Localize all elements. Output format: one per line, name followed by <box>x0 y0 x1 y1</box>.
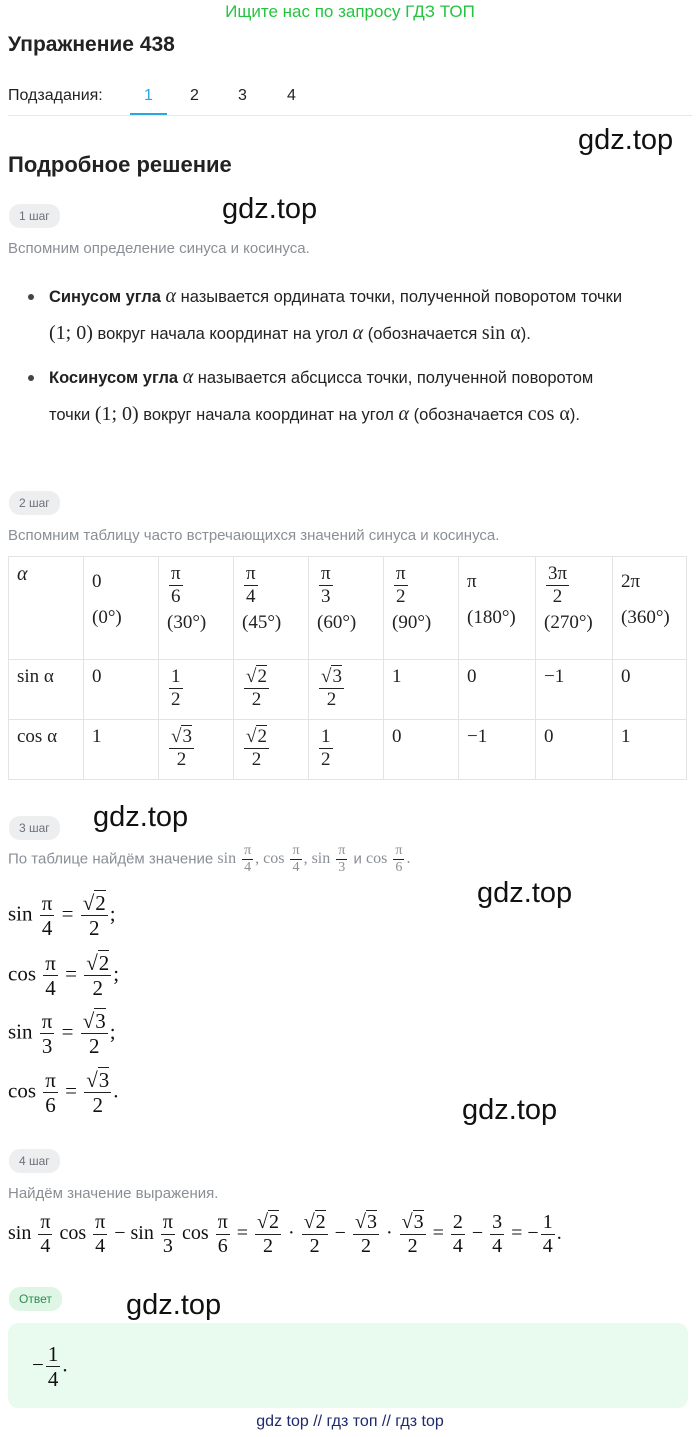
tab-subtask-4[interactable]: 4 <box>287 87 296 104</box>
cosine-definition: Косинусом угла α называется абсцисса точки, полученной поворотом точки (1; 0) вокруг начала координат на угол α (обозначается cos α). <box>49 366 594 425</box>
table-cell-angle: $\frac{3\pi}{2}$ (270°) <box>536 557 613 660</box>
table-cell-angle: 2π (360°) <box>613 557 687 660</box>
alpha-symbol: α <box>182 366 194 388</box>
answer-badge: Ответ <box>9 1287 62 1311</box>
step-3-intro: По таблице найдём значение sin $\frac{\pi}{4}$ , cos $\frac{\pi}{4}$ , sin $\frac{\pi}{3}$ и cos $\frac{\pi}{6}$ . <box>8 843 411 876</box>
divider <box>8 115 692 116</box>
watermark: gdz.top <box>477 877 573 909</box>
table-cell-cos: 1 <box>84 720 159 780</box>
equation-sin-pi-4: sin $\frac{\pi}{4}$ = $\frac{√2}{2}$ ; <box>8 891 116 941</box>
cosine-def-point-word: точки <box>49 406 91 424</box>
final-expression: sin $\frac{\pi}{4}$ cos $\frac{\pi}{4}$ − sin $\frac{\pi}{3}$ cos $\frac{\pi}{6}$ = $\frac{√2}{2}$ · $\frac{√2}{2}$ − $\frac{√3}{2}$ · $\frac{√3}{2}$ = $\frac{2}{4}$ − $\frac{3}{4}$ = − $\frac{1}{4}$ . <box>8 1211 562 1257</box>
cosine-def-text: называется абсцисса точки, полученной поворотом <box>197 369 594 387</box>
table-cell-cos: $\frac{√2}{2}$ <box>234 720 309 780</box>
alpha-symbol: α <box>165 285 177 307</box>
table-cell-cos: 0 <box>384 720 459 780</box>
table-cell-sin: 0 <box>613 660 687 720</box>
table-label-sin: sin α <box>9 660 84 720</box>
table-cell-angle: $\frac{\pi}{3}$ (60°) <box>309 557 384 660</box>
step-badge-3: 3 шаг <box>9 816 60 840</box>
table-cell-cos: $\frac{1}{2}$ <box>309 720 384 780</box>
equation-sin-pi-3: sin $\frac{\pi}{3}$ = $\frac{√3}{2}$ ; <box>8 1009 116 1059</box>
table-cell-sin: $\frac{1}{2}$ <box>159 660 234 720</box>
sine-definition: Синусом угла α называется ордината точки, полученной поворотом точки (1; 0) вокруг начала координат на угол α (обозначается sin α). <box>49 285 623 344</box>
table-cell-sin: 0 <box>84 660 159 720</box>
cosine-def-text-2: вокруг начала координат на угол <box>143 406 394 424</box>
table-cell-angle: π (180°) <box>459 557 536 660</box>
table-cell-sin: $\frac{√2}{2}$ <box>234 660 309 720</box>
tab-subtask-1[interactable]: 1 <box>144 87 153 104</box>
cosine-term: Косинусом угла <box>49 369 179 387</box>
alpha-symbol: α <box>398 403 409 425</box>
tab-subtask-2[interactable]: 2 <box>190 87 199 104</box>
sine-def-text: называется ордината точки, полученной поворотом точки <box>180 288 623 306</box>
answer-value: − $\frac{1}{4}$ . <box>32 1342 68 1392</box>
table-cell-cos: 0 <box>536 720 613 780</box>
alpha-symbol: α <box>352 322 364 344</box>
table-cell-sin: 1 <box>384 660 459 720</box>
trig-values-table <box>8 556 687 780</box>
equation-cos-pi-6: cos $\frac{\pi}{6}$ = $\frac{√3}{2}$ . <box>8 1068 119 1118</box>
watermark: gdz.top <box>93 801 189 833</box>
bullet-dot <box>28 375 34 381</box>
table-cell-sin: 0 <box>459 660 536 720</box>
cosine-def-text-3: (обозначается <box>413 406 524 424</box>
table-row-angles <box>9 557 687 660</box>
promo-banner[interactable]: Ищите нас по запросу ГДЗ ТОП <box>225 2 475 21</box>
step-badge-2: 2 шаг <box>9 491 60 515</box>
step-badge-1: 1 шаг <box>9 204 60 228</box>
footer-links[interactable]: gdz top // гдз топ // гдз top <box>256 1413 444 1430</box>
table-row-sin <box>9 660 687 720</box>
page-title: Упражнение 438 <box>8 33 175 56</box>
step-badge-4: 4 шаг <box>9 1149 60 1173</box>
table-cell-angle: $\frac{\pi}{4}$ (45°) <box>234 557 309 660</box>
step-2-intro: Вспомним таблицу часто встречающихся значений синуса и косинуса. <box>8 527 500 544</box>
watermark: gdz.top <box>126 1289 222 1321</box>
table-cell-cos: 1 <box>613 720 687 780</box>
watermark: gdz.top <box>578 124 674 156</box>
section-title: Подробное решение <box>8 152 232 177</box>
sine-term: Синусом угла <box>49 288 161 306</box>
subtasks-label: Подзадания: <box>8 87 103 104</box>
answer-box <box>8 1323 688 1408</box>
table-cell-cos: $\frac{√3}{2}$ <box>159 720 234 780</box>
sin-alpha-notation: sin α <box>481 322 521 344</box>
bullet-dot <box>28 294 34 300</box>
equation-cos-pi-4: cos $\frac{\pi}{4}$ = $\frac{√2}{2}$ ; <box>8 951 120 1001</box>
point-coordinates: (1; 0) <box>49 322 93 344</box>
table-label-cos: cos α <box>9 720 84 780</box>
step-1-intro: Вспомним определение синуса и косинуса. <box>8 240 310 257</box>
table-cell-angle: 0 (0°) <box>84 557 159 660</box>
sine-def-text-3: (обозначается <box>367 325 478 343</box>
watermark: gdz.top <box>462 1094 558 1126</box>
table-row-cos <box>9 720 687 780</box>
table-cell-sin: −1 <box>536 660 613 720</box>
point-coordinates: (1; 0) <box>94 403 139 425</box>
table-cell-angle: $\frac{\pi}{2}$ (90°) <box>384 557 459 660</box>
step-4-intro: Найдём значение выражения. <box>8 1185 219 1202</box>
watermark: gdz.top <box>222 193 318 225</box>
tab-subtask-3[interactable]: 3 <box>238 87 247 104</box>
table-header-alpha: α <box>9 557 84 660</box>
cos-alpha-notation: cos α <box>527 403 570 425</box>
table-cell-sin: $\frac{√3}{2}$ <box>309 660 384 720</box>
sine-def-text-2: вокруг начала координат на угол <box>97 325 349 343</box>
table-cell-angle: $\frac{\pi}{6}$ (30°) <box>159 557 234 660</box>
table-cell-cos: −1 <box>459 720 536 780</box>
